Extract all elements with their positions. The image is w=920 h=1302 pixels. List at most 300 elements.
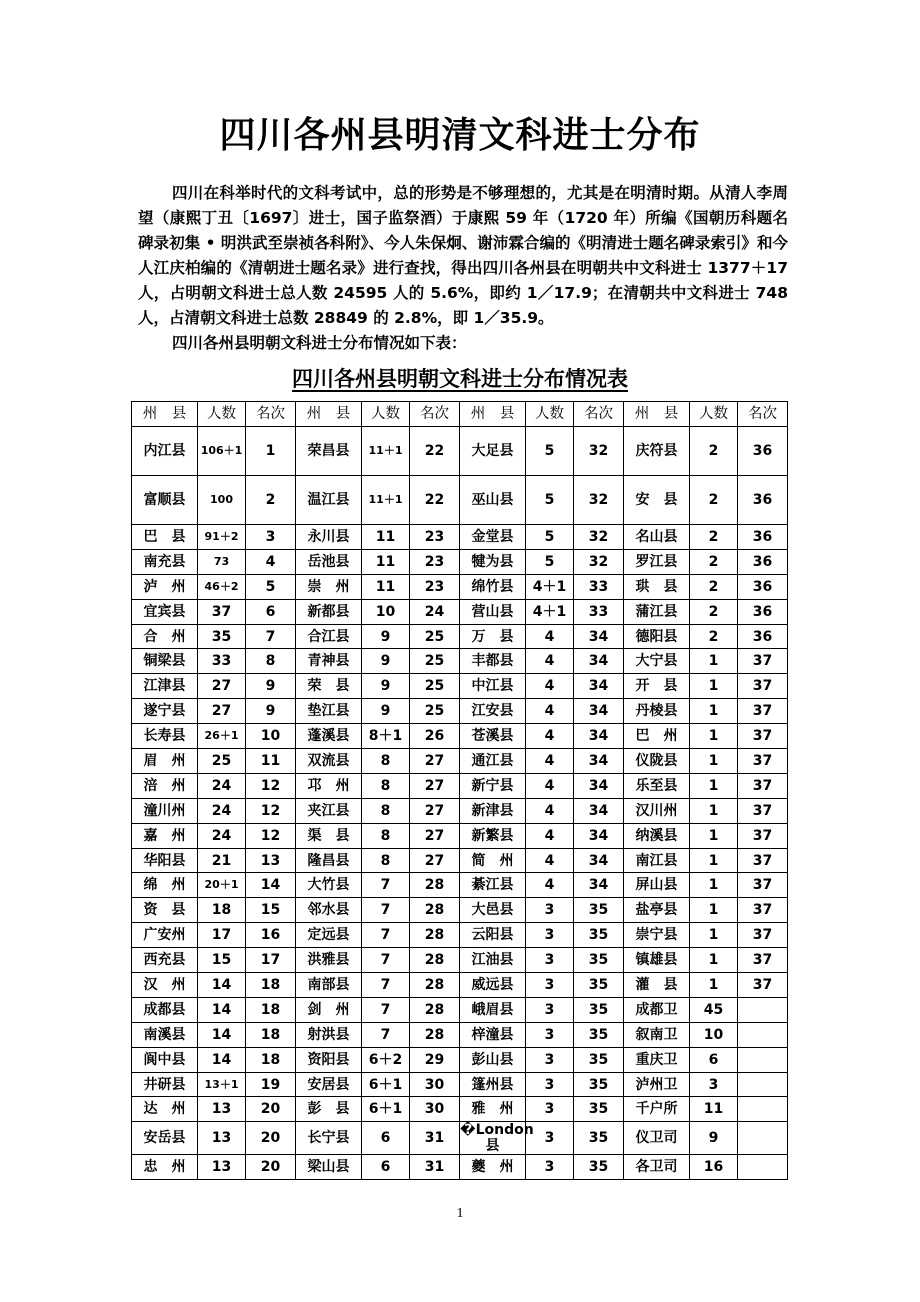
table-cell: 梓潼县 [460,1022,526,1047]
table-cell: 峨眉县 [460,997,526,1022]
table-cell: 37 [738,649,788,674]
table-cell: 20 [246,1097,296,1122]
table-cell: 6＋1 [362,1097,410,1122]
table-cell: 7 [362,898,410,923]
table-cell: 定远县 [296,923,362,948]
table-cell: 万 县 [460,624,526,649]
table-cell: 大邑县 [460,898,526,923]
table-cell: 37 [738,873,788,898]
table-cell: 镇雄县 [624,948,690,973]
table-cell: 彭山县 [460,1047,526,1072]
table-cell: 崇宁县 [624,923,690,948]
table-cell: 巫山县 [460,476,526,525]
table-cell: 35 [574,1072,624,1097]
table-cell: 7 [362,1022,410,1047]
table-cell: 青神县 [296,649,362,674]
table-cell: 4 [526,649,574,674]
table-cell: 13 [246,848,296,873]
table-cell [738,1072,788,1097]
table-cell: 14 [198,1022,246,1047]
table-cell: 25 [410,674,460,699]
table-cell: 4 [526,798,574,823]
table-row [132,1122,788,1155]
table-cell: 4＋1 [526,599,574,624]
table-cell: 潼川州 [132,798,198,823]
table-cell: 37 [738,973,788,998]
table-cell: 新都县 [296,599,362,624]
table-cell: 9 [246,674,296,699]
table-cell: 1 [690,699,738,724]
table-header-cell: 州 县 [624,402,690,427]
table-cell: 24 [198,823,246,848]
table-cell: 34 [574,749,624,774]
table-cell: 13＋1 [198,1072,246,1097]
table-header-row [132,402,788,427]
table-cell: 1 [690,948,738,973]
table-cell: 15 [246,898,296,923]
table-title: 四川各州县明朝文科进士分布情况表 [292,367,628,391]
table-cell: 3 [246,525,296,550]
table-cell: 巴 州 [624,724,690,749]
table-cell: 35 [574,1047,624,1072]
table-cell: 篷州县 [460,1072,526,1097]
page-number: 1 [456,1206,464,1221]
table-cell: 11＋1 [362,476,410,525]
table-cell: 纳溪县 [624,823,690,848]
table-cell: 46＋2 [198,574,246,599]
table-cell: 11＋1 [362,427,410,476]
table-row [132,1072,788,1097]
table-cell: 双流县 [296,749,362,774]
table-cell: 7 [362,873,410,898]
table-cell: 梁山县 [296,1155,362,1180]
table-cell: 9 [246,699,296,724]
table-cell: 23 [410,549,460,574]
table-header-cell: 州 县 [460,402,526,427]
table-cell: 14 [198,1047,246,1072]
table-cell: 36 [738,624,788,649]
table-cell: 丰都县 [460,649,526,674]
table-cell: 3 [526,1122,574,1155]
table-cell: 26 [410,724,460,749]
table-cell: 垫江县 [296,699,362,724]
table-cell: 隆昌县 [296,848,362,873]
table-cell: 37 [738,749,788,774]
table-cell: 37 [198,599,246,624]
table-cell: 36 [738,599,788,624]
table-cell [738,997,788,1022]
table-cell: 34 [574,624,624,649]
table-row [132,674,788,699]
table-cell: 7 [362,948,410,973]
table-cell: 4 [526,823,574,848]
table-cell: 5 [526,476,574,525]
table-cell: 铜梁县 [132,649,198,674]
table-cell: 28 [410,898,460,923]
table-cell: 18 [246,1022,296,1047]
table-header-cell: 人数 [690,402,738,427]
table-cell: 17 [246,948,296,973]
table-cell: 温江县 [296,476,362,525]
table-cell: 1 [690,848,738,873]
table-cell: 20 [246,1155,296,1180]
table-cell: 资阳县 [296,1047,362,1072]
table-header-cell: 名次 [738,402,788,427]
table-cell: 5 [526,549,574,574]
table-cell: 33 [574,574,624,599]
table-row [132,1047,788,1072]
table-cell: 8＋1 [362,724,410,749]
table-cell: 江津县 [132,674,198,699]
table-cell: 37 [738,798,788,823]
table-cell: 8 [362,848,410,873]
table-row [132,724,788,749]
table-cell: 庆符县 [624,427,690,476]
table-cell: 7 [246,624,296,649]
table-cell: 开 县 [624,674,690,699]
table-cell: 28 [410,973,460,998]
table-cell: 1 [690,674,738,699]
table-cell: 3 [526,1022,574,1047]
table-cell: 4 [526,749,574,774]
table-cell: 30 [410,1097,460,1122]
table-cell: 5 [526,525,574,550]
table-cell: 27 [410,749,460,774]
table-cell: 35 [574,898,624,923]
table-cell: 37 [738,773,788,798]
table-body [132,427,788,1180]
table-cell: 安居县 [296,1072,362,1097]
table-header-cell: 名次 [410,402,460,427]
table-cell: 12 [246,773,296,798]
table-cell: 6 [690,1047,738,1072]
table-cell: 21 [198,848,246,873]
table-cell: 7 [362,973,410,998]
table-cell: 31 [410,1155,460,1180]
table-cell: 37 [738,923,788,948]
table-cell: 1 [690,773,738,798]
table-cell: 12 [246,798,296,823]
table-cell: 33 [198,649,246,674]
table-cell: 简 州 [460,848,526,873]
table-cell: 3 [526,1155,574,1180]
table-cell: 3 [526,973,574,998]
table-cell: 绵竹县 [460,574,526,599]
intro-paragraph-2: 四川各州县明朝文科进士分布情况如下表： [172,334,467,352]
table-header-cell: 人数 [526,402,574,427]
table-cell [738,1155,788,1180]
table-cell: 23 [410,525,460,550]
table-cell: 通江县 [460,749,526,774]
table-cell: 2 [690,549,738,574]
table-cell: 37 [738,823,788,848]
table-cell: 32 [574,525,624,550]
table-cell: 泸 州 [132,574,198,599]
table-cell: 8 [362,773,410,798]
table-row [132,973,788,998]
table-cell: 新繁县 [460,823,526,848]
table-cell: 27 [198,699,246,724]
table-cell: 16 [246,923,296,948]
table-cell: 14 [246,873,296,898]
table-cell: 35 [574,973,624,998]
page-title: 四川各州县明清文科进士分布 [219,115,701,156]
table-cell: 崇 州 [296,574,362,599]
table-cell: 27 [410,773,460,798]
table-cell: �London县 [460,1122,534,1155]
table-cell: 夔 州 [460,1155,526,1180]
table-cell: 华阳县 [132,848,198,873]
table-cell: 3 [526,997,574,1022]
table-cell: 阆中县 [132,1047,198,1072]
table-cell: 荣昌县 [296,427,362,476]
table-cell: 13 [198,1122,246,1155]
table-cell: 乐至县 [624,773,690,798]
table-cell: 1 [690,923,738,948]
table-cell: 18 [246,973,296,998]
table-cell: 邻水县 [296,898,362,923]
table-cell: 9 [362,649,410,674]
table-cell: 7 [362,997,410,1022]
table-cell: 西充县 [132,948,198,973]
table-cell: 33 [574,599,624,624]
table-cell: 91＋2 [198,525,246,550]
table-cell: 35 [574,948,624,973]
table-cell: 22 [410,476,460,525]
table-cell: 合 州 [132,624,198,649]
table-cell: 汉 州 [132,973,198,998]
table-cell: 28 [410,948,460,973]
table-cell: 106＋1 [198,427,246,476]
table-cell: 5 [526,427,574,476]
table-cell: 8 [362,823,410,848]
table-row [132,476,788,525]
table-cell: 20 [246,1122,296,1155]
table-cell: 24 [198,773,246,798]
table-cell: 35 [574,923,624,948]
table-cell: 眉 州 [132,749,198,774]
table-cell: 荣 县 [296,674,362,699]
table-cell: 2 [690,574,738,599]
table-cell: 18 [198,898,246,923]
table-cell: 2 [690,624,738,649]
table-cell: 36 [738,476,788,525]
table-cell: 35 [574,1155,624,1180]
table-cell: 富顺县 [132,476,198,525]
table-row [132,599,788,624]
table-cell: 新宁县 [460,773,526,798]
table-row [132,873,788,898]
table-cell: 灌 县 [624,973,690,998]
table-cell: 宜宾县 [132,599,198,624]
table-row [132,699,788,724]
table-cell: 15 [198,948,246,973]
table-cell: 威远县 [460,973,526,998]
table-cell: 4 [246,549,296,574]
table-cell: 24 [410,599,460,624]
table-cell: 32 [574,427,624,476]
table-cell: 73 [198,549,246,574]
table-row [132,624,788,649]
table-cell: 4 [526,674,574,699]
table-header-cell: 名次 [246,402,296,427]
table-cell: 34 [574,699,624,724]
table-cell: 37 [738,848,788,873]
table-row [132,549,788,574]
table-cell: 犍为县 [460,549,526,574]
table-cell: 6＋2 [362,1047,410,1072]
table-cell: 长寿县 [132,724,198,749]
table-row [132,749,788,774]
table-cell: 1 [690,973,738,998]
table-cell: 36 [738,549,788,574]
table-cell: 蒲江县 [624,599,690,624]
table-cell: 罗江县 [624,549,690,574]
table-cell: 仪卫司 [624,1122,690,1155]
table-cell: 13 [198,1155,246,1180]
table-cell: 23 [410,574,460,599]
table-cell: 资 县 [132,898,198,923]
table-cell: 营山县 [460,599,526,624]
table-cell: 24 [198,798,246,823]
table-cell: 37 [738,674,788,699]
table-cell: 7 [362,923,410,948]
table-cell: 35 [574,1122,624,1155]
table-cell: 内江县 [132,427,198,476]
table-cell: 13 [198,1097,246,1122]
table-cell: 35 [574,1022,624,1047]
table-cell: 6＋1 [362,1072,410,1097]
table-cell: 綦江县 [460,873,526,898]
table-row [132,997,788,1022]
table-cell: 34 [574,873,624,898]
table-cell: 3 [690,1072,738,1097]
table-cell: 渠 县 [296,823,362,848]
table-cell: 2 [690,476,738,525]
intro-text [138,181,788,356]
table-cell: 25 [410,699,460,724]
table-cell: 南溪县 [132,1022,198,1047]
table-cell [738,1022,788,1047]
table-cell: 3 [526,898,574,923]
table-cell: 8 [362,749,410,774]
table-row [132,574,788,599]
table-cell: 28 [410,997,460,1022]
table-cell: 27 [410,848,460,873]
table-cell: 巴 县 [132,525,198,550]
table-cell: 32 [574,476,624,525]
table-cell: 32 [574,549,624,574]
table-cell: 大宁县 [624,649,690,674]
table-cell: 14 [198,973,246,998]
table-cell: 29 [410,1047,460,1072]
table-cell: 南江县 [624,848,690,873]
table-cell: 广安州 [132,923,198,948]
table-cell: 31 [410,1122,460,1155]
table-cell: 1 [246,427,296,476]
table-cell: 绵 州 [132,873,198,898]
table-cell: 22 [410,427,460,476]
table-cell: 45 [690,997,738,1022]
table-cell: 1 [690,798,738,823]
table-cell: 1 [690,873,738,898]
table-header-cell: 人数 [362,402,410,427]
table-cell: 10 [246,724,296,749]
table-cell: 南部县 [296,973,362,998]
intro-paragraph-1: 四川在科举时代的文科考试中，总的形势是不够理想的，尤其是在明清时期。从清人李周望（康熙丁丑〔1697〕进士，国子监祭酒）于康熙 59 年（1720 年）所编《国朝历科题名碑录初集 • 明洪武至崇祯各科附》、今人朱保炯、谢沛霖合编的《明清进士题名碑录索引》和今人江庆柏编的《清朝进士题名录》进行查找，得出四川各州县在明朝共中文科进士 1377＋17 人，占明朝文科进士总人数 24595 人的 5.6%，即约 1／17.9；在清朝共中文科进士 748 人，占清朝文科进士总数 28849 的 2.8%，即 1／35.9。 [138,184,788,327]
table-cell: 4＋1 [526,574,574,599]
table-cell: 34 [574,674,624,699]
table-cell: 100 [198,476,246,525]
table-cell: 8 [362,798,410,823]
table-cell: 长宁县 [296,1122,362,1155]
table-header-cell: 州 县 [296,402,362,427]
table-cell: 4 [526,624,574,649]
table-cell: 27 [410,798,460,823]
distribution-table [131,401,788,1180]
table-cell: 34 [574,848,624,873]
table-cell: 34 [574,649,624,674]
table-row [132,773,788,798]
table-cell: 35 [198,624,246,649]
table-cell: 4 [526,724,574,749]
table-row [132,848,788,873]
table-cell: 20＋1 [198,873,246,898]
table-cell: 28 [410,1022,460,1047]
table-cell: 12 [246,823,296,848]
table-cell: 夹江县 [296,798,362,823]
table-cell: 4 [526,848,574,873]
table-cell: 28 [410,923,460,948]
table-row [132,898,788,923]
table-cell: 36 [738,574,788,599]
table-cell: 各卫司 [624,1155,690,1180]
table-cell: 25 [198,749,246,774]
table-cell: 9 [362,624,410,649]
table-cell: 34 [574,724,624,749]
table-row [132,649,788,674]
table-cell: 3 [526,1072,574,1097]
table-cell: 14 [198,997,246,1022]
table-cell: 27 [410,823,460,848]
table-cell: 4 [526,699,574,724]
table-cell: 19 [246,1072,296,1097]
table-cell: 名山县 [624,525,690,550]
table-cell: 11 [690,1097,738,1122]
table-cell: 28 [410,873,460,898]
table-cell: 盐亭县 [624,898,690,923]
table-cell: 26＋1 [198,724,246,749]
table-cell: 井研县 [132,1072,198,1097]
table-cell: 嘉 州 [132,823,198,848]
table-cell: 苍溪县 [460,724,526,749]
table-cell: 仪陇县 [624,749,690,774]
table-cell: 16 [690,1155,738,1180]
table-cell: 35 [574,1097,624,1122]
table-cell: 37 [738,699,788,724]
table-cell: 成都县 [132,997,198,1022]
table-row [132,1155,788,1180]
table-cell: 雅 州 [460,1097,526,1122]
table-cell [738,1097,788,1122]
table-cell: 11 [362,574,410,599]
table-cell: 泸州卫 [624,1072,690,1097]
table-cell: 安岳县 [132,1122,198,1155]
table-row [132,823,788,848]
table-cell: 27 [198,674,246,699]
table-cell: 6 [362,1122,410,1155]
table-cell: 大竹县 [296,873,362,898]
